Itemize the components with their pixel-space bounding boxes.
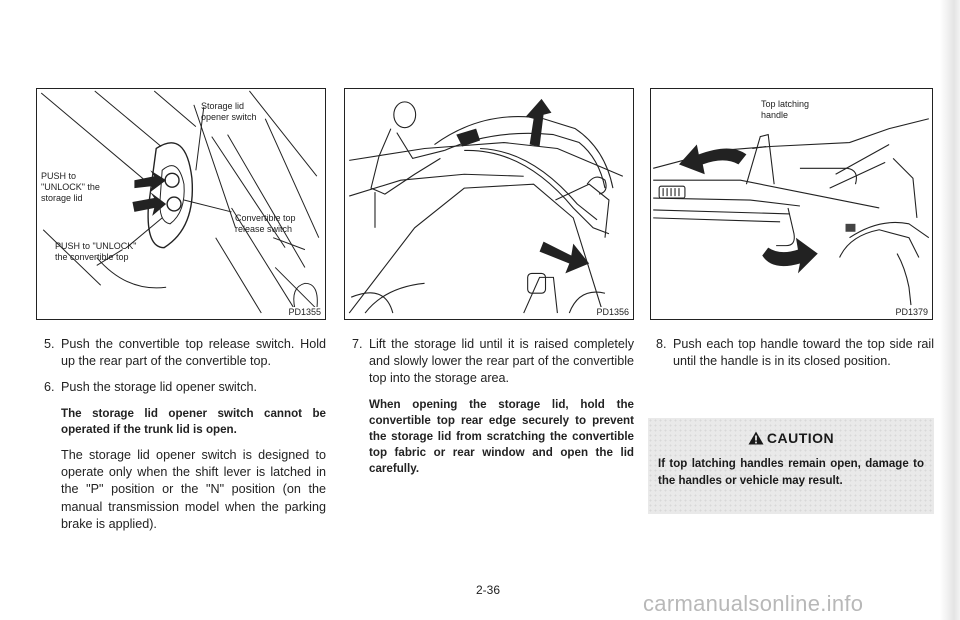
label-top-latching-handle: Top latching handle: [761, 99, 810, 120]
figure-latching-handle: [650, 88, 933, 320]
label-push-unlock-convertible-top: PUSH to "UNLOCK" the convertible top: [55, 241, 137, 262]
switch-illustration: [37, 89, 325, 319]
figure-code: PD1379: [895, 307, 928, 317]
step-number: 6.: [44, 380, 55, 395]
step-text: Push the storage lid opener switch.: [61, 380, 258, 395]
left-column: [44, 336, 326, 542]
label-push-unlock-storage-lid: PUSH to "UNLOCK" the storage lid: [41, 171, 100, 203]
figure-storage-lid-switch: [36, 88, 326, 320]
middle-column: [352, 336, 634, 487]
step-8: [656, 336, 934, 370]
figure-code: PD1356: [596, 307, 629, 317]
right-column: [656, 336, 934, 379]
caution-header: [648, 430, 934, 446]
label-convertible-top-release-switch: Convertible top release switch: [235, 213, 296, 234]
step-number: 7.: [352, 337, 363, 351]
scan-edge: [940, 0, 960, 620]
step-text: Push the convertible top release switch. Hold up the rear part of the convertible top.: [61, 337, 326, 369]
label-storage-lid-opener-switch: Storage lid opener switch: [201, 101, 257, 122]
car-top-illustration: [345, 89, 633, 319]
note-text: The storage lid opener switch is designed to operate only when the shift lever is latched in the "P" position or the "N" position (on the manual transmission model when the parking brake is applied).: [61, 448, 326, 531]
step-number: 5.: [44, 337, 55, 351]
note-bold: The storage lid opener switch cannot be operated if the trunk lid is open.: [61, 406, 326, 436]
warning-triangle-icon: [748, 431, 764, 445]
step-7: [352, 336, 634, 388]
caution-text: If top latching handles remain open, damage to the handles or vehicle may result.: [658, 458, 924, 487]
step-number: 8.: [656, 337, 667, 351]
step-6: [44, 379, 326, 396]
step-text: Lift the storage lid until it is raised completely and slowly lower the rear part of the convertible top into the storage area.: [369, 337, 634, 386]
caution-box: [648, 418, 934, 514]
figure-code: PD1355: [288, 307, 321, 317]
figure-lowering-top: [344, 88, 634, 320]
step-5: [44, 336, 326, 370]
caution-title: CAUTION: [766, 430, 835, 446]
latching-handle-illustration: [651, 89, 932, 319]
step-text: Push each top handle toward the top side rail until the handle is in its closed position.: [673, 337, 934, 369]
page-number: 2-36: [476, 583, 501, 597]
watermark: carmanualsonline.info: [643, 591, 864, 616]
warning-bold: When opening the storage lid, hold the convertible top rear edge securely to prevent the storage lid from scratching the convertible top fabric or rear window and open the lid carefully.: [369, 397, 634, 476]
